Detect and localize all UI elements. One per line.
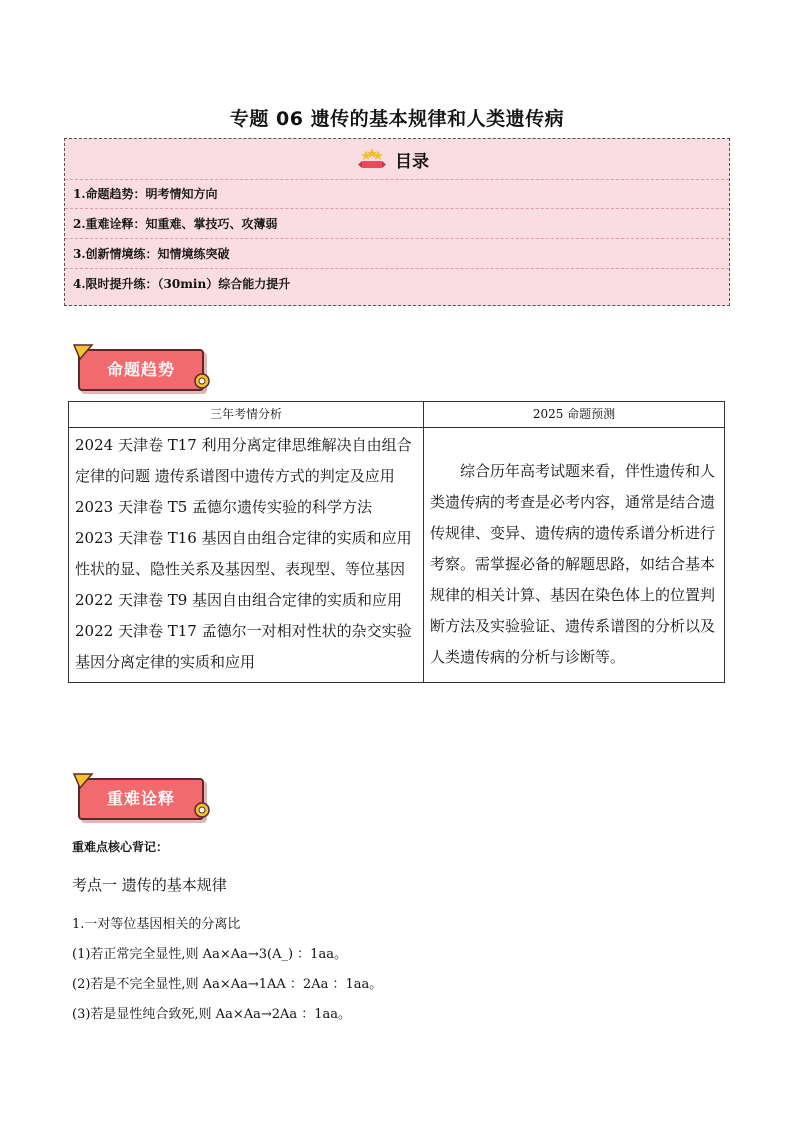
body-line: (3)若是显性纯合致死,则 Aa×Aa→2Aa ：1aa。 [72,1007,352,1022]
trophy-icon [357,148,387,170]
trend-banner-label: 命题趋势 [106,360,175,379]
flag-icon [72,343,94,361]
trend-banner [72,343,212,391]
analysis-line: 2023 天津卷 T16 基因自由组合定律的实质和应用 性状的显、隐性关系及基因型、表现型、等位基因 [75,529,412,578]
toc-item-1[interactable]: 1.命题趋势：明考情知方向 [65,179,729,209]
page-title: 专题 06 遗传的基本规律和人类遗传病 [229,108,565,130]
ring-icon [192,371,212,391]
keypoints-banner [72,772,212,820]
analysis-line: 2023 天津卷 T5 孟德尔遗传实验的科学方法 [75,498,373,516]
body-line: (2)若是不完全显性,则 Aa×Aa→1AA ：2Aa ：1aa。 [72,977,383,992]
table-header-analysis: 三年考情分析 [69,402,424,428]
ring-icon [192,800,212,820]
body-line: (1)若正常完全显性,则 Aa×Aa→3(A_) ：1aa。 [72,947,347,962]
keypoints-banner-body [78,778,204,820]
flag-icon [72,772,94,790]
toc-box [64,138,730,306]
toc-item-4[interactable]: 4.限时提升练：（30min）综合能力提升 [73,277,291,291]
toc-title: 目录 [395,151,429,172]
toc-item-3[interactable]: 3.创新情境练：知情境练突破 [65,239,729,269]
analysis-line: 2022 天津卷 T17 孟德尔一对相对性状的杂交实验 基因分离定律的实质和应用 [75,622,412,671]
table-header-prediction: 2025 命题预测 [424,402,725,428]
body-line: 1.一对等位基因相关的分离比 [72,917,241,932]
trend-banner-body [78,349,204,391]
toc-item-2[interactable]: 2.重难诠释：知重难、掌技巧、攻薄弱 [65,209,729,239]
analysis-line: 2022 天津卷 T9 基因自由组合定律的实质和应用 [75,591,403,609]
core-memory-label: 重难点核心背记： [72,840,169,854]
toc-header [65,139,729,180]
prediction-cell [424,428,725,683]
prediction-text: 综合历年高考试题来看，伴性遗传和人类遗传病的考查是必考内容，通常是结合遗传规律、变异、遗传病的遗传系谱分析进行考察。需掌握必备的解题思路，如结合基本规律的相关计算、基因在染色体上的位置判断方法及实验验证、遗传系谱图的分析以及人类遗传病的分析与诊断等。 [430,462,716,666]
exam-analysis-table [68,401,725,683]
analysis-cell [69,428,424,683]
analysis-line: 2024 天津卷 T17 利用分离定律思维解决自由组合定律的问题 遗传系谱图中遗传方式的判定及应用 [75,436,412,485]
kaodian-heading: 考点一 遗传的基本规律 [72,876,227,894]
keypoints-banner-label: 重难诠释 [106,789,175,808]
